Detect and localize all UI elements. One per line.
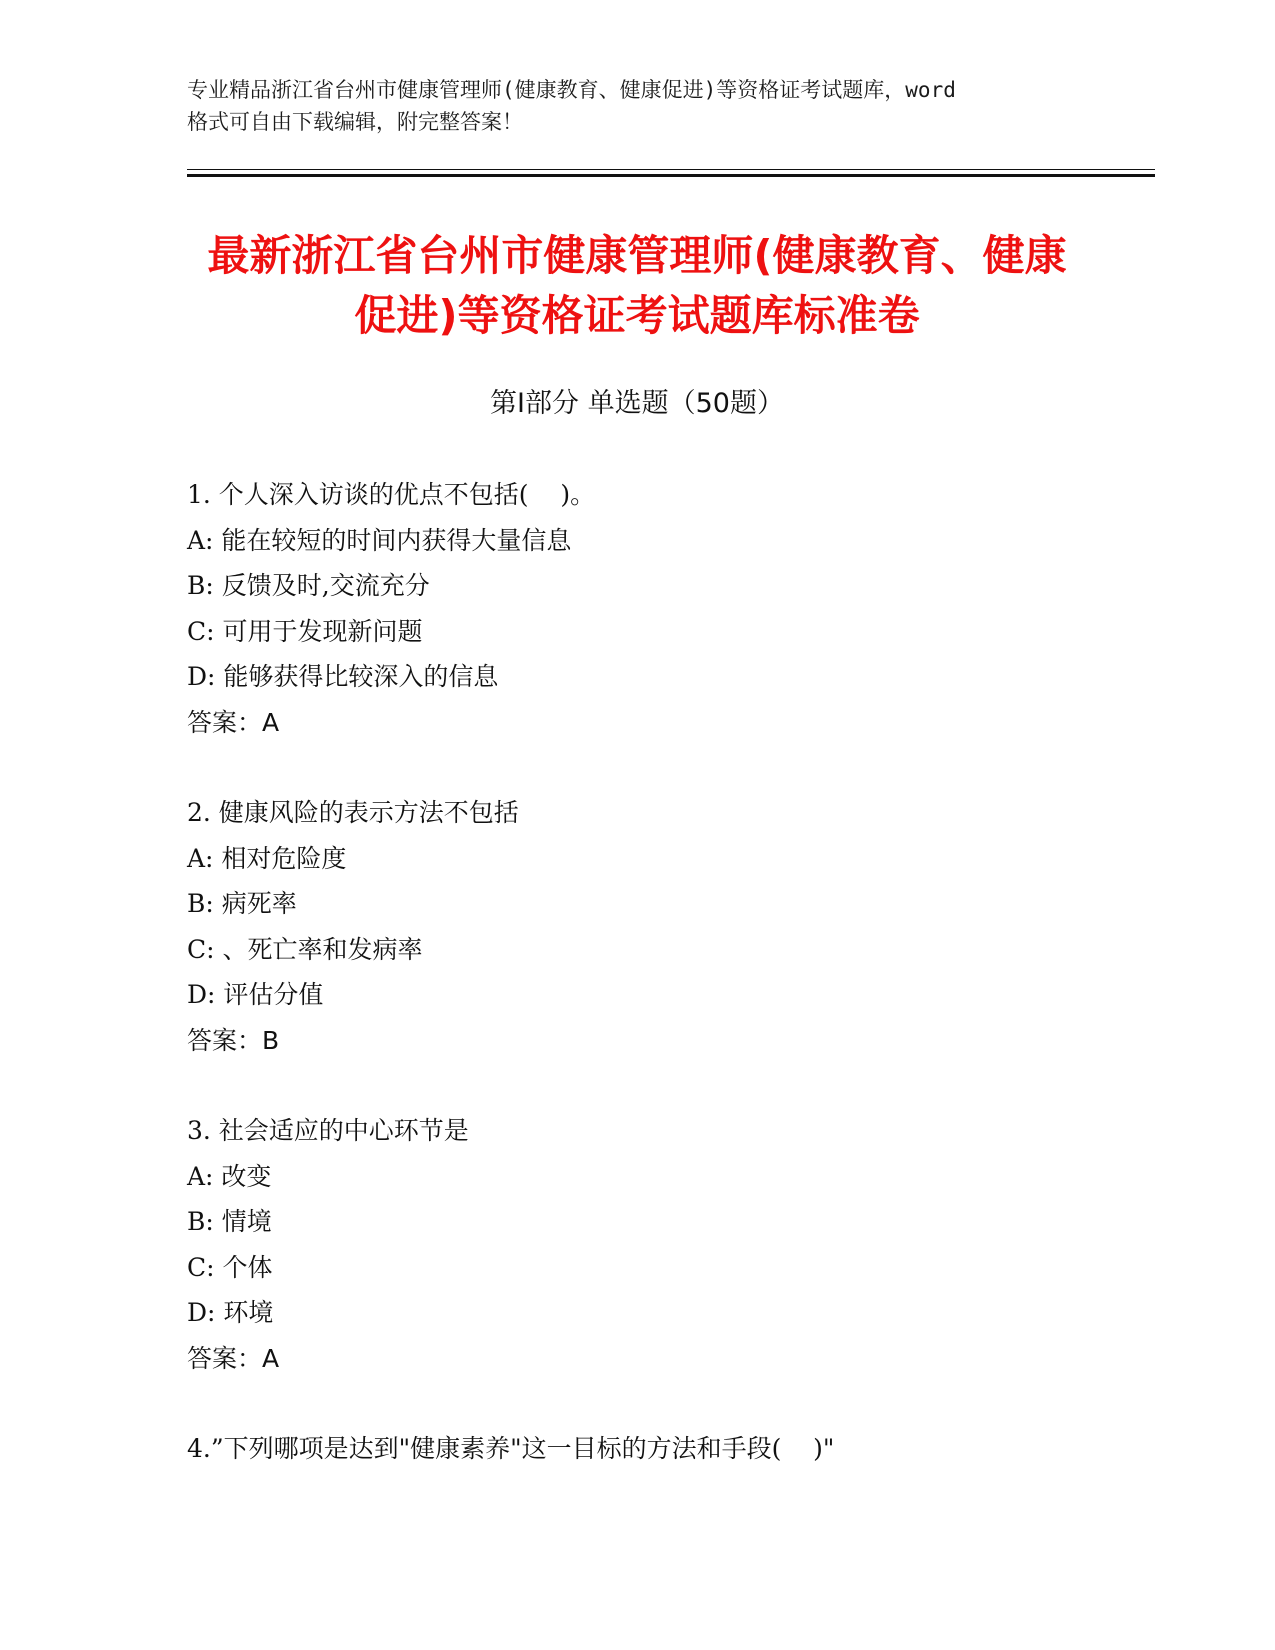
option-c: C: 、死亡率和发病率 xyxy=(187,934,423,964)
option-a: A: 能在较短的时间内获得大量信息 xyxy=(187,525,572,555)
question-2 xyxy=(187,790,1167,1063)
header-rule-thin xyxy=(187,169,1155,170)
answer: 答案：A xyxy=(187,1343,280,1373)
question-1 xyxy=(187,472,1167,745)
header-rule-thick xyxy=(187,174,1155,177)
answer: 答案：A xyxy=(187,707,280,737)
option-b: B: 病死率 xyxy=(187,889,297,918)
question-stem: 4.”下列哪项是达到"健康素养"这一目标的方法和手段( )" xyxy=(187,1434,835,1463)
option-b: B: 情境 xyxy=(187,1207,272,1236)
option-c: C: 个体 xyxy=(187,1252,273,1282)
option-a: A: 相对危险度 xyxy=(187,843,347,873)
section-heading: 第Ⅰ部分 单选题（50题） xyxy=(490,388,784,419)
option-d: D: 环境 xyxy=(187,1298,274,1327)
option-d: D: 评估分值 xyxy=(187,980,324,1009)
question-3 xyxy=(187,1108,1167,1381)
option-d: D: 能够获得比较深入的信息 xyxy=(187,662,499,691)
question-stem: 3. 社会适应的中心环节是 xyxy=(187,1116,469,1145)
option-b: B: 反馈及时,交流充分 xyxy=(187,571,430,600)
question-stem: 2. 健康风险的表示方法不包括 xyxy=(187,798,519,827)
header-note: 专业精品浙江省台州市健康管理师(健康教育、健康促进)等资格证考试题库，word 格式可自由下载编辑，附完整答案！ xyxy=(187,78,956,134)
question-stem: 1. 个人深入访谈的优点不包括( )。 xyxy=(187,480,596,509)
option-a: A: 改变 xyxy=(187,1161,272,1191)
option-c: C: 可用于发现新问题 xyxy=(187,616,423,646)
document-title: 最新浙江省台州市健康管理师(健康教育、健康促进)等资格证考试题库标准卷 xyxy=(207,231,1067,340)
question-4 xyxy=(187,1426,1167,1472)
answer: 答案：B xyxy=(187,1025,280,1055)
